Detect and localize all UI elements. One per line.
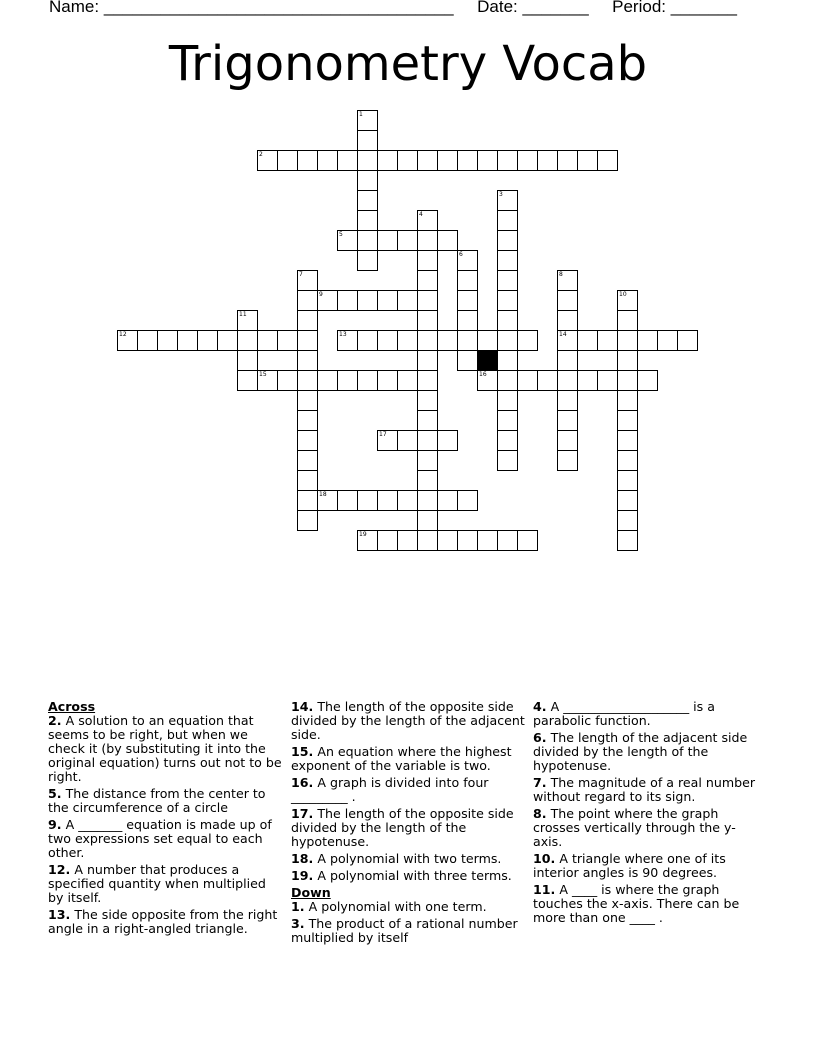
grid-cell[interactable] <box>617 390 638 411</box>
grid-cell[interactable] <box>317 370 338 391</box>
grid-cell[interactable] <box>617 310 638 331</box>
grid-cell[interactable] <box>277 370 298 391</box>
clue-across-5: 5. The distance from the center to the circumference of a circle <box>48 786 266 815</box>
grid-cell[interactable] <box>497 310 518 331</box>
grid-cell[interactable] <box>237 310 258 331</box>
grid-cell[interactable] <box>577 330 598 351</box>
clue-across-17: 17. The length of the opposite side divided by the length of the hypotenuse. <box>291 806 514 849</box>
clue-down-6: 6. The length of the adjacent side divided by the length of the hypotenuse. <box>533 730 748 773</box>
clue-number: 7 <box>299 271 303 278</box>
grid-cell[interactable] <box>417 450 438 471</box>
grid-cell[interactable] <box>557 290 578 311</box>
clue-number: 11 <box>239 311 247 318</box>
grid-cell[interactable] <box>417 230 438 251</box>
grid-cell[interactable] <box>137 330 158 351</box>
grid-cell[interactable] <box>417 330 438 351</box>
grid-cell[interactable] <box>297 330 318 351</box>
grid-cell[interactable] <box>517 370 538 391</box>
clue-number: 13 <box>339 331 347 338</box>
grid-cell[interactable] <box>357 370 378 391</box>
grid-cell[interactable] <box>477 530 498 551</box>
grid-cell[interactable] <box>417 250 438 271</box>
grid-cell[interactable] <box>397 230 418 251</box>
grid-cell[interactable] <box>557 430 578 451</box>
grid-cell[interactable] <box>557 370 578 391</box>
clue-number: 5 <box>339 231 343 238</box>
period-label: Period: <box>612 0 667 16</box>
grid-cell[interactable] <box>437 150 458 171</box>
grid-cell[interactable] <box>317 290 338 311</box>
clues-column-2 <box>291 700 527 948</box>
grid-cell[interactable] <box>477 150 498 171</box>
grid-cell[interactable] <box>517 330 538 351</box>
grid-cell[interactable] <box>437 230 458 251</box>
grid-cell[interactable] <box>557 410 578 431</box>
grid-cell[interactable] <box>297 290 318 311</box>
grid-cell[interactable] <box>497 350 518 371</box>
grid-cell[interactable] <box>617 430 638 451</box>
grid-cell[interactable] <box>617 470 638 491</box>
across-heading: Across <box>48 699 96 714</box>
grid-cell[interactable] <box>417 210 438 231</box>
grid-cell[interactable] <box>417 370 438 391</box>
grid-cell[interactable] <box>497 430 518 451</box>
grid-cell[interactable] <box>417 410 438 431</box>
grid-cell[interactable] <box>337 230 358 251</box>
name-field[interactable]: _____________________________________ <box>103 0 454 16</box>
grid-cell[interactable] <box>557 350 578 371</box>
grid-cell[interactable] <box>497 250 518 271</box>
grid-cell[interactable] <box>437 430 458 451</box>
grid-cell[interactable] <box>357 490 378 511</box>
grid-cell[interactable] <box>557 310 578 331</box>
header-line <box>49 0 749 21</box>
grid-cell[interactable] <box>337 330 358 351</box>
grid-cell[interactable] <box>637 330 658 351</box>
clue-number: 16 <box>479 371 487 378</box>
grid-cell[interactable] <box>397 490 418 511</box>
grid-cell[interactable] <box>617 490 638 511</box>
grid-cell[interactable] <box>417 470 438 491</box>
grid-cell[interactable] <box>557 390 578 411</box>
grid-cell[interactable] <box>617 410 638 431</box>
grid-cell[interactable] <box>357 530 378 551</box>
grid-cell[interactable] <box>377 330 398 351</box>
grid-cell[interactable] <box>417 150 438 171</box>
grid-cell[interactable] <box>417 350 438 371</box>
clue-down-7: 7. The magnitude of a real number without regard to its sign. <box>533 775 756 804</box>
grid-cell[interactable] <box>217 330 238 351</box>
grid-cell[interactable] <box>297 430 318 451</box>
grid-cell[interactable] <box>297 470 318 491</box>
grid-cell[interactable] <box>197 330 218 351</box>
grid-cell[interactable] <box>257 370 278 391</box>
grid-cell[interactable] <box>497 270 518 291</box>
grid-cell[interactable] <box>297 310 318 331</box>
grid-cell[interactable] <box>537 150 558 171</box>
grid-cell[interactable] <box>497 450 518 471</box>
grid-cell[interactable] <box>417 290 438 311</box>
grid-cell[interactable] <box>557 330 578 351</box>
clue-number: 15 <box>259 371 267 378</box>
clue-across-15: 15. An equation where the highest exponent of the variable is two. <box>291 744 512 773</box>
clue-number: 9 <box>319 291 323 298</box>
down-heading: Down <box>291 885 331 900</box>
grid-cell[interactable] <box>457 150 478 171</box>
clue-down-3: 3. The product of a rational number multiplied by itself <box>291 916 518 945</box>
grid-cell[interactable] <box>437 330 458 351</box>
clue-across-18: 18. A polynomial with two terms. <box>291 851 502 866</box>
grid-cell[interactable] <box>557 450 578 471</box>
grid-cell[interactable] <box>597 330 618 351</box>
grid-cell[interactable] <box>437 490 458 511</box>
grid-cell[interactable] <box>297 390 318 411</box>
grid-cell[interactable] <box>617 350 638 371</box>
grid-cell[interactable] <box>277 150 298 171</box>
grid-cell[interactable] <box>417 270 438 291</box>
grid-cell[interactable] <box>397 330 418 351</box>
grid-cell[interactable] <box>457 490 478 511</box>
grid-cell[interactable] <box>337 490 358 511</box>
grid-cell[interactable] <box>457 530 478 551</box>
grid-cell[interactable] <box>497 330 518 351</box>
grid-cell[interactable] <box>357 250 378 271</box>
grid-cell[interactable] <box>677 330 698 351</box>
grid-cell[interactable] <box>497 290 518 311</box>
grid-cell[interactable] <box>297 410 318 431</box>
grid-cell[interactable] <box>417 310 438 331</box>
grid-cell[interactable] <box>417 430 438 451</box>
clue-down-4: 4. A ____________________ is a parabolic function. <box>533 699 715 728</box>
grid-cell[interactable] <box>497 190 518 211</box>
clue-down-10: 10. A triangle where one of its interior angles is 90 degrees. <box>533 851 726 880</box>
grid-cell[interactable] <box>557 150 578 171</box>
grid-cell[interactable] <box>297 450 318 471</box>
grid-cell[interactable] <box>417 530 438 551</box>
grid-cell[interactable] <box>497 370 518 391</box>
clue-number: 6 <box>459 251 463 258</box>
clue-down-11: 11. A ____ is where the graph touches the x-axis. There can be more than one ____ . <box>533 882 740 925</box>
grid-cell[interactable] <box>357 190 378 211</box>
clue-number: 12 <box>119 331 127 338</box>
clues-column-3 <box>533 700 759 928</box>
grid-cell[interactable] <box>377 150 398 171</box>
grid-cell[interactable] <box>617 450 638 471</box>
grid-cell[interactable] <box>597 370 618 391</box>
grid-cell[interactable] <box>477 370 498 391</box>
grid-cell[interactable] <box>597 150 618 171</box>
period-field[interactable]: _______ <box>670 0 737 16</box>
clue-across-14: 14. The length of the opposite side divided by the length of the adjacent side. <box>291 699 525 742</box>
clue-number: 17 <box>379 431 387 438</box>
grid-cell[interactable] <box>477 330 498 351</box>
clue-number: 4 <box>419 211 423 218</box>
grid-cell[interactable] <box>417 510 438 531</box>
date-label: Date: <box>477 0 518 16</box>
grid-cell[interactable] <box>377 370 398 391</box>
grid-cell[interactable] <box>457 290 478 311</box>
clue-number: 10 <box>619 291 627 298</box>
grid-cell[interactable] <box>557 270 578 291</box>
grid-cell[interactable] <box>297 370 318 391</box>
grid-cell[interactable] <box>357 110 378 131</box>
grid-cell[interactable] <box>577 150 598 171</box>
grid-cell[interactable] <box>297 270 318 291</box>
grid-cell[interactable] <box>357 290 378 311</box>
grid-cell[interactable] <box>397 370 418 391</box>
grid-cell[interactable] <box>497 210 518 231</box>
grid-cell[interactable] <box>157 330 178 351</box>
grid-cell[interactable] <box>357 170 378 191</box>
grid-cell[interactable] <box>337 150 358 171</box>
grid-cell[interactable] <box>317 490 338 511</box>
grid-cell[interactable] <box>417 490 438 511</box>
grid-cell[interactable] <box>457 330 478 351</box>
grid-cell[interactable] <box>497 410 518 431</box>
grid-cell[interactable] <box>457 310 478 331</box>
clue-across-9: 9. A _______ equation is made up of two expressions set equal to each other. <box>48 817 272 860</box>
grid-cell[interactable] <box>297 490 318 511</box>
grid-cell[interactable] <box>377 430 398 451</box>
grid-cell[interactable] <box>617 330 638 351</box>
grid-cell[interactable] <box>497 530 518 551</box>
grid-cell[interactable] <box>497 150 518 171</box>
grid-cell[interactable] <box>617 510 638 531</box>
grid-cell[interactable] <box>457 270 478 291</box>
grid-cell[interactable] <box>377 230 398 251</box>
grid-cell[interactable] <box>397 430 418 451</box>
grid-cell[interactable] <box>637 370 658 391</box>
grid-cell[interactable] <box>357 230 378 251</box>
name-label: Name: <box>49 0 100 16</box>
grid-cell[interactable] <box>377 290 398 311</box>
grid-cell[interactable] <box>297 350 318 371</box>
page-title: Trigonometry Vocab <box>168 36 648 92</box>
grid-cell[interactable] <box>497 390 518 411</box>
grid-cell[interactable] <box>337 370 358 391</box>
grid-cell[interactable] <box>417 390 438 411</box>
date-field[interactable]: _______ <box>522 0 589 16</box>
grid-cell[interactable] <box>617 370 638 391</box>
grid-cell[interactable] <box>177 330 198 351</box>
grid-cell[interactable] <box>577 370 598 391</box>
grid-cell[interactable] <box>397 290 418 311</box>
black-square <box>477 350 497 370</box>
clue-number: 8 <box>559 271 563 278</box>
grid-cell[interactable] <box>397 530 418 551</box>
clue-across-19: 19. A polynomial with three terms. <box>291 868 512 883</box>
clue-number: 14 <box>559 331 567 338</box>
grid-cell[interactable] <box>437 530 458 551</box>
clue-down-1: 1. A polynomial with one term. <box>291 899 487 914</box>
grid-cell[interactable] <box>257 330 278 351</box>
grid-cell[interactable] <box>377 490 398 511</box>
grid-cell[interactable] <box>337 290 358 311</box>
grid-cell[interactable] <box>617 530 638 551</box>
grid-cell[interactable] <box>357 150 378 171</box>
clue-number: 1 <box>359 111 363 118</box>
grid-cell[interactable] <box>517 150 538 171</box>
grid-cell[interactable] <box>397 150 418 171</box>
grid-cell[interactable] <box>317 150 338 171</box>
grid-cell[interactable] <box>117 330 138 351</box>
grid-cell[interactable] <box>277 330 298 351</box>
grid-cell[interactable] <box>537 370 558 391</box>
clues-column-1 <box>48 700 284 939</box>
grid-cell[interactable] <box>377 530 398 551</box>
grid-cell[interactable] <box>617 290 638 311</box>
clue-number: 18 <box>319 491 327 498</box>
grid-cell[interactable] <box>237 330 258 351</box>
clue-across-12: 12. A number that produces a specified quantity when multiplied by itself. <box>48 862 266 905</box>
grid-cell[interactable] <box>237 370 258 391</box>
grid-cell[interactable] <box>497 230 518 251</box>
grid-cell[interactable] <box>237 350 258 371</box>
clue-across-2: 2. A solution to an equation that seems to be right, but when we check it (by substituting it into the original equation) turns out not to be right. <box>48 713 282 784</box>
grid-cell[interactable] <box>517 530 538 551</box>
grid-cell[interactable] <box>457 350 478 371</box>
clue-number: 3 <box>499 191 503 198</box>
grid-cell[interactable] <box>357 330 378 351</box>
grid-cell[interactable] <box>297 150 318 171</box>
clue-number: 2 <box>259 151 263 158</box>
grid-cell[interactable] <box>457 250 478 271</box>
grid-cell[interactable] <box>257 150 278 171</box>
grid-cell[interactable] <box>657 330 678 351</box>
grid-cell[interactable] <box>297 510 318 531</box>
clue-across-13: 13. The side opposite from the right angle in a right-angled triangle. <box>48 907 278 936</box>
grid-cell[interactable] <box>357 210 378 231</box>
clue-down-8: 8. The point where the graph crosses vertically through the y-axis. <box>533 806 736 849</box>
grid-cell[interactable] <box>357 130 378 151</box>
clue-number: 19 <box>359 531 367 538</box>
clue-across-16: 16. A graph is divided into four _________ . <box>291 775 489 804</box>
